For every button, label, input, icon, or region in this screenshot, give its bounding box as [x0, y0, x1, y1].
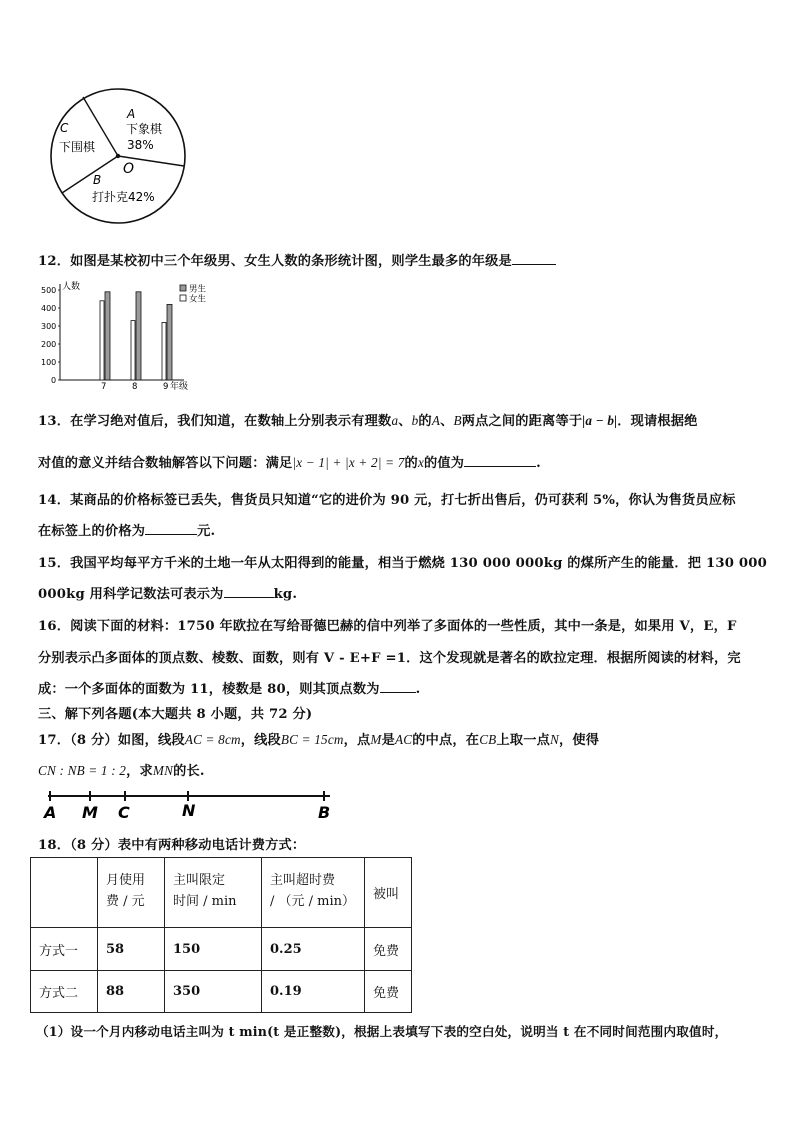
row-2-limit: 350 [165, 971, 262, 1013]
y-tick-label: 400 [41, 304, 57, 313]
label-m: M [82, 803, 98, 822]
legend-label: 女生 [189, 294, 207, 305]
q13-text-b: 的 [418, 414, 432, 429]
q12-question: 12．如图是某校初中三个年级男、女生人数的条形统计图，则学生最多的年级是 [38, 254, 512, 269]
q15-text-b: kg. [273, 587, 298, 602]
y-tick-label: 0 [51, 376, 57, 385]
q12-answer-blank [512, 252, 556, 265]
q13-sep1: 、 [398, 414, 412, 429]
fee-table [30, 857, 412, 1013]
q15-text-a: 000kg 用科学记数法可表示为 [38, 587, 224, 602]
q17-text-b: ，线段 [240, 733, 281, 748]
q17-text-c: ，点 [343, 733, 371, 748]
q17-ratio: CN : NB = 1 : 2 [38, 763, 127, 778]
label-c: C [118, 803, 130, 822]
x-axis-label: 年级 [170, 382, 189, 392]
bar-chart-legend [180, 284, 207, 305]
q15-answer-blank [224, 585, 274, 598]
y-tick-label: 500 [41, 286, 57, 295]
q16-text-b: . [415, 682, 421, 697]
q13-equation: |x − 1| + |x + 2| = 7 [292, 455, 405, 470]
row-2-overtime: 0.19 [262, 971, 365, 1013]
q17-point-m: M [370, 732, 382, 747]
x-tick-label: 8 [132, 382, 138, 392]
q16-line1: 16．阅读下面的材料：1750 年欧拉在写给哥德巴赫的信中列举了多面体的一些性质，其中一条是，如果用 V，E，F [38, 619, 737, 634]
q16-text-a: 成：一个多面体的面数为 11，棱数是 80，则其顶点数为 [38, 682, 380, 697]
row-2-fee: 88 [98, 971, 165, 1013]
q18-title: 18．（8 分）表中有两种移动电话计费方式： [38, 838, 306, 853]
q13-line2 [38, 452, 541, 471]
label-b: B [318, 803, 331, 822]
q17-text-g: ，使得 [559, 733, 600, 748]
q13-sep2: 、 [440, 414, 454, 429]
q17-bc-length: BC = 15cm [280, 732, 344, 747]
header-monthly-fee: 月使用 费 / 元 [98, 858, 165, 928]
label-n: N [182, 801, 196, 820]
q15-line2 [38, 583, 297, 602]
q17-segment-ac: AC [394, 732, 413, 747]
row-1-overtime: 0.25 [262, 928, 365, 971]
row-2-called: 免费 [365, 971, 412, 1013]
q16-answer-blank [380, 680, 416, 693]
q13-var-b: b [411, 413, 419, 428]
bar-male [167, 304, 172, 380]
q13-text-f: 的 [404, 456, 418, 471]
bar-chart [34, 280, 224, 395]
pie-label-c: C [60, 121, 69, 135]
q17-text-a: 17．（8 分）如图，线段 [38, 733, 185, 748]
q12-text [38, 250, 556, 269]
header-called: 被叫 [365, 858, 412, 928]
q13-var-x: x [417, 455, 424, 470]
pie-label-a: A [127, 107, 136, 121]
pie-label-o: O [123, 161, 135, 177]
bar-chart-bars [100, 292, 172, 380]
q14-line2 [38, 520, 215, 539]
q13-text-e: 对值的意义并结合数轴解答以下问题：满足 [38, 456, 293, 471]
bar-female [131, 321, 135, 380]
q17-line2 [38, 760, 205, 779]
q18-sub1: （1）设一个月内移动电话主叫为 t min(t 是正整数)，根据上表填写下表的空白处，说明当 t 在不同时间范围内取值时， [36, 1024, 728, 1039]
q16-line2: 分别表示凸多面体的顶点数、棱数、面数，则有 V - E+F =1．这个发现就是著名的欧拉定理．根据所阅读的材料，完 [38, 651, 741, 666]
y-tick-label: 100 [41, 358, 57, 367]
table-row [31, 928, 412, 971]
bar-female [100, 301, 104, 380]
pie-text-c: 下围棋 [59, 140, 96, 154]
q17-ac-length: AC = 8cm [184, 732, 241, 747]
header-call-limit: 主叫限定 时间 / min [165, 858, 262, 928]
q14-text-a: 在标签上的价格为 [38, 524, 146, 539]
bar-male [136, 292, 141, 380]
q17-text-i: 的长. [173, 764, 205, 779]
q17-text-d: 是 [381, 733, 395, 748]
q17-segment-cb: CB [479, 732, 497, 747]
q13-abs-expression: |a − b| [582, 413, 618, 428]
row-1-called: 免费 [365, 928, 412, 971]
q14-line1: 14．某商品的价格标签已丢失，售货员只知道“它的进价为 90 元，打七折出售后，仍可获利 5%，你认为售货员应标 [38, 493, 736, 508]
table-corner-cell [31, 858, 98, 928]
segment-figure [40, 788, 340, 822]
q17-text-h: ，求 [126, 764, 153, 779]
x-tick-label: 7 [101, 382, 107, 392]
q13-text-c: 两点之间的距离等于 [461, 414, 583, 429]
q14-answer-blank [145, 522, 197, 535]
q15-line1: 15．我国平均每平方千米的土地一年从太阳得到的能量，相当于燃烧 130 000 000kg 的煤所产生的能量．把 130 000 [38, 556, 768, 571]
q13-var-a: a [391, 413, 399, 428]
q17-line1 [38, 729, 599, 748]
row-1-name: 方式一 [31, 928, 98, 971]
q17-text-e: 的中点，在 [412, 733, 480, 748]
q13-point-a: A [431, 413, 441, 428]
pie-text-a: 下象棋 [126, 122, 163, 136]
table-row [31, 971, 412, 1013]
q14-text-b: 元. [197, 524, 216, 539]
q17-segment-mn: MN [152, 763, 174, 778]
q13-point-b: B [453, 413, 462, 428]
row-1-limit: 150 [165, 928, 262, 971]
pie-pct-a: 38% [127, 138, 154, 152]
q13-line1 [38, 410, 698, 429]
pie-label-b: B [93, 173, 102, 187]
table-header-row [31, 858, 412, 928]
q17-text-f: 上取一点 [496, 733, 551, 748]
row-1-fee: 58 [98, 928, 165, 971]
legend-swatch [180, 285, 186, 291]
pie-center-point [116, 154, 120, 158]
bar-male [105, 292, 110, 380]
q13-period: . [536, 456, 541, 471]
section-3-title: 三、解下列各题(本大题共 8 小题，共 72 分) [38, 707, 313, 722]
q13-text-g: 的值为 [424, 456, 465, 471]
row-2-name: 方式二 [31, 971, 98, 1013]
q16-line3 [38, 678, 420, 697]
bar-female [162, 322, 166, 380]
pie-chart [40, 80, 200, 240]
y-tick-label: 200 [41, 340, 57, 349]
y-axis-label: 人数 [62, 282, 81, 292]
y-tick-label: 300 [41, 322, 57, 331]
legend-label: 男生 [189, 284, 207, 295]
q17-point-n: N [550, 732, 560, 747]
q13-answer-blank [464, 454, 536, 467]
x-tick-label: 9 [163, 382, 169, 392]
q13-text-a: 13．在学习绝对值后，我们知道，在数轴上分别表示有理数 [38, 414, 392, 429]
legend-swatch [180, 295, 186, 301]
header-overtime-fee: 主叫超时费 / （元 / min） [262, 858, 365, 928]
q13-text-d: ．现请根据绝 [617, 414, 698, 429]
pie-text-b: 打扑克42% [92, 190, 155, 204]
label-a: A [44, 803, 57, 822]
